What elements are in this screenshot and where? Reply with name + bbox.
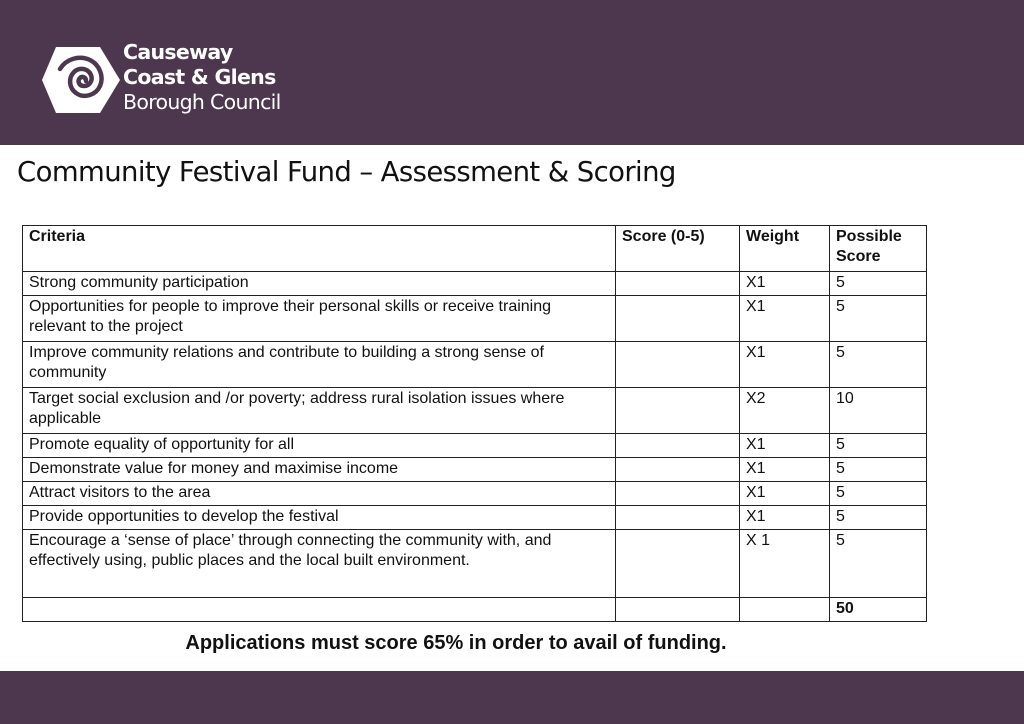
footer-band (0, 671, 1024, 724)
possible-score-cell: 5 (830, 272, 927, 296)
logo-line-3: Borough Council (123, 90, 281, 114)
table-row (23, 296, 927, 342)
total-score-cell[interactable] (616, 598, 740, 622)
criteria-cell: Promote equality of opportunity for all (23, 434, 616, 458)
possible-score-cell: 10 (830, 388, 927, 434)
table-row (23, 482, 927, 506)
page-title: Community Festival Fund – Assessment & Scoring (17, 156, 676, 188)
weight-cell: X1 (740, 506, 830, 530)
criteria-cell: Demonstrate value for money and maximise income (23, 458, 616, 482)
score-cell[interactable] (616, 342, 740, 388)
logo-wordmark (123, 40, 281, 115)
table-row (23, 458, 927, 482)
total-weight-cell (740, 598, 830, 622)
total-possible-score-cell: 50 (830, 598, 927, 622)
table-row (23, 506, 927, 530)
scoring-table (22, 225, 927, 622)
criteria-cell: Provide opportunities to develop the festival (23, 506, 616, 530)
possible-score-cell: 5 (830, 506, 927, 530)
table-row (23, 388, 927, 434)
weight-cell: X1 (740, 342, 830, 388)
total-row (23, 598, 927, 622)
logo-line-2: Coast & Glens (123, 65, 276, 89)
total-criteria-cell (23, 598, 616, 622)
weight-cell: X1 (740, 482, 830, 506)
table-row (23, 530, 927, 598)
council-logo (42, 40, 292, 118)
table-header-row (23, 226, 927, 272)
possible-score-cell: 5 (830, 458, 927, 482)
score-cell[interactable] (616, 434, 740, 458)
criteria-cell: Target social exclusion and /or poverty; address rural isolation issues where applicable (23, 388, 616, 434)
weight-cell: X1 (740, 434, 830, 458)
score-cell[interactable] (616, 506, 740, 530)
score-cell[interactable] (616, 272, 740, 296)
possible-score-cell: 5 (830, 296, 927, 342)
funding-threshold-note: Applications must score 65% in order to avail of funding. (185, 632, 727, 654)
column-header-possible-score: Possible Score (830, 226, 927, 272)
possible-score-cell: 5 (830, 434, 927, 458)
criteria-cell: Encourage a ‘sense of place’ through connecting the community with, and effectively using, public places and the local built environment. (23, 530, 616, 598)
score-cell[interactable] (616, 388, 740, 434)
criteria-cell: Improve community relations and contribute to building a strong sense of community (23, 342, 616, 388)
table-row (23, 342, 927, 388)
column-header-score: Score (0-5) (616, 226, 740, 272)
possible-score-cell: 5 (830, 342, 927, 388)
weight-cell: X1 (740, 458, 830, 482)
header-band (0, 0, 1024, 145)
score-cell[interactable] (616, 458, 740, 482)
logo-line-1: Causeway (123, 40, 233, 64)
criteria-cell: Opportunities for people to improve their personal skills or receive training relevant to the project (23, 296, 616, 342)
possible-score-cell: 5 (830, 530, 927, 598)
table-row (23, 434, 927, 458)
score-cell[interactable] (616, 296, 740, 342)
weight-cell: X1 (740, 296, 830, 342)
table-row (23, 272, 927, 296)
weight-cell: X2 (740, 388, 830, 434)
weight-cell: X 1 (740, 530, 830, 598)
criteria-cell: Strong community participation (23, 272, 616, 296)
spiral-hexagon-icon (42, 44, 120, 116)
score-cell[interactable] (616, 482, 740, 506)
score-cell[interactable] (616, 530, 740, 598)
weight-cell: X1 (740, 272, 830, 296)
column-header-weight: Weight (740, 226, 830, 272)
criteria-cell: Attract visitors to the area (23, 482, 616, 506)
column-header-criteria: Criteria (23, 226, 616, 272)
possible-score-cell: 5 (830, 482, 927, 506)
